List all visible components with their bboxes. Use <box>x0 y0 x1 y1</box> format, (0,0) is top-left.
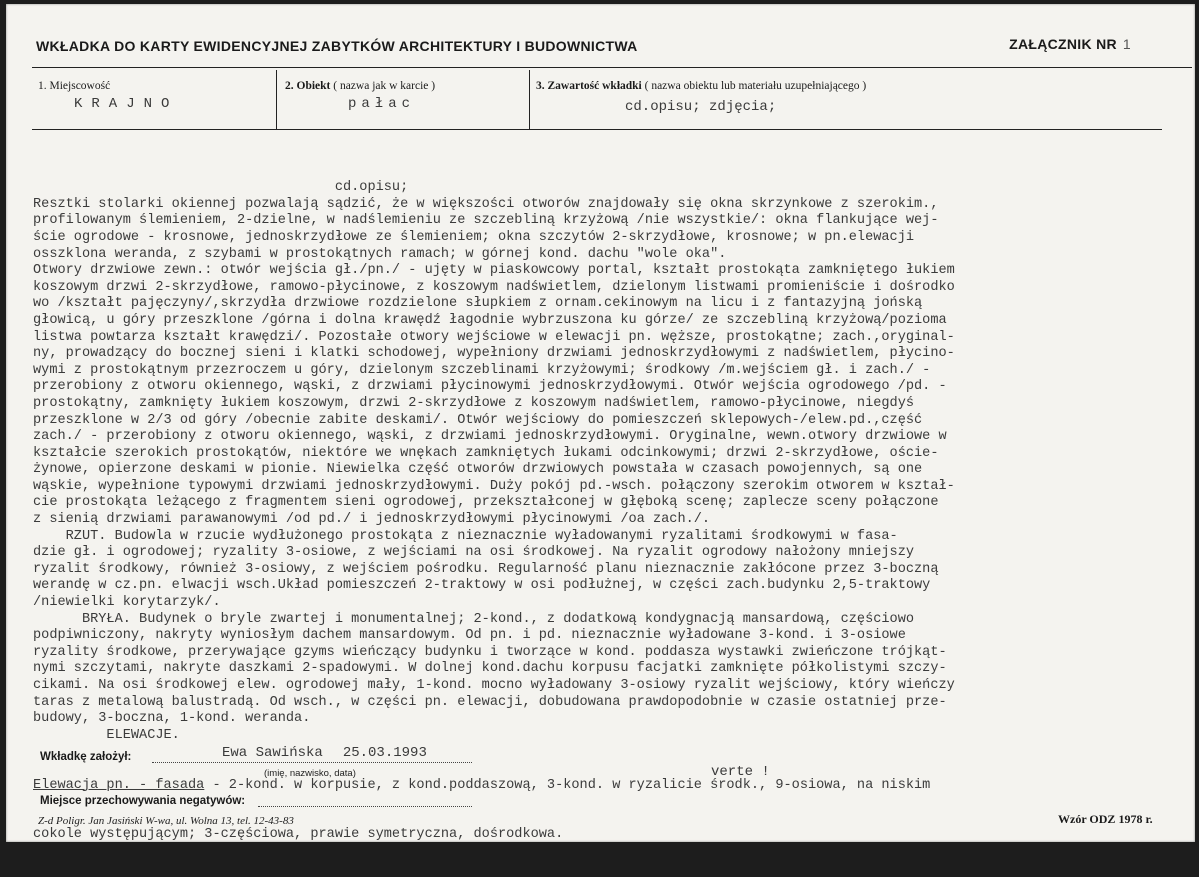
description-line: dzie gł. i ogrodowej; ryzality 3-osiowe, z wejściami na osi środkowej. Na ryzalit ogrodowy nałożony mniejszy <box>33 545 915 561</box>
description-line: Otwory drzwiowe zewn.: otwór wejścia gł./pn./ - ujęty w piaskowcowy portal, kształt prostokąta zamkniętego łukiem <box>33 263 955 279</box>
description-line: werandę w cz.pn. elwacji wsch.Układ pomieszczeń 2-traktowy w osi podłużnej, w części zach.budynku 2,5-traktowy <box>33 578 931 594</box>
object-label-text: 2. Obiekt <box>285 80 331 92</box>
description-line: cd.opisu; <box>33 180 409 196</box>
description-line: wąskie, wypełnione typowymi drzwiami jednoskrzydłowymi. Duży pokój pd.-wsch. połączony szerokim otworem w kształ- <box>33 478 955 494</box>
description-line: z sienią drzwiami parawanowymi /od pd./ i jednoskrzydłowymi płycinowymi /oa zach./. <box>33 512 711 528</box>
attachment-number <box>1009 36 1131 52</box>
verte-note: verte ! <box>711 764 770 780</box>
locality-label-text: 1. Miejscowość <box>38 80 111 92</box>
attachment-label: ZAŁĄCZNIK NR <box>1009 36 1117 52</box>
description-line: wymi z prostokątnym przezroczem u góry, dzielonym szczeblinami krzyżowymi; środkowy /m.wejściem gł. i zach./ - <box>33 362 931 378</box>
object-value: pałac <box>348 96 416 112</box>
description-line-elevation <box>33 778 1198 795</box>
description-line: Resztki stolarki okiennej pozwalają sądzić, że w większości otworów znajdowały się okna skrzynkowe z szerokim., <box>33 196 939 212</box>
negatives-label: Miejsce przechowywania negatywów: <box>40 795 246 807</box>
locality-label <box>38 80 110 92</box>
elevation-heading: Elewacja pn. - fasada <box>33 777 205 793</box>
description-line: cie prostokąta leżącego z fragmentem sieni ogrodowej, przekształconej w głęboką scenę; zaplecze sceny połączone <box>33 495 939 511</box>
attachment-value: 1 <box>1122 36 1131 52</box>
description-line: RZUT. Budowla w rzucie wydłużonego prostokąta z nieznacznie wyładowanymi ryzalitami środkowymi w fasa- <box>33 528 898 544</box>
locality-value: KRAJNO <box>74 96 179 112</box>
description-line: cikami. Na osi środkowej elew. ogrodowej mały, 1-kond. mocno wyładowany 3-osiowy ryzalit wejściowy, który wieńczy <box>33 678 955 693</box>
contents-label <box>536 80 866 92</box>
description-line: ELEWACJE. <box>33 727 180 743</box>
description-line: prostokątny, zamknięty łukiem koszowym, drzwi 2-skrzydłowe z koszowym nadświetlem, ramowo-płycinowe, niegdyś <box>33 395 915 411</box>
description-line: nymi szczytami, nakryte daszkami 2-spadowymi. W dolnej kond.dachu korpusu facjatki zamknięte półkolistymi szczy- <box>33 661 947 677</box>
description-line: listwa powtarza kształt krawędzi/. Pozostałe otwory wejściowe w elewacji pn. węższe, prostokątne; zach.,oryginal- <box>33 329 955 345</box>
description-line: przeszklone w 2/3 od góry /obecnie zabite deskami/. Otwór wejściowy do pomieszczeń sklepowych-/elew.pd.,część <box>33 412 923 428</box>
contents-value: cd.opisu; zdjęcia; <box>625 99 777 115</box>
typed-description <box>33 147 1198 877</box>
object-label <box>285 80 435 92</box>
description-line: wo /kształt pajęczyny/,skrzydła drzwiowe rozdzielone słupkiem z ornam.cekinowym na licu i z fantazyjną jońską <box>33 296 923 312</box>
description-line: koszowym drzwi 2-skrzydłowe, ramowo-płycinowe, z koszowym nadświetlem, dzielonym listwami promieniście i dośrodko <box>33 279 955 295</box>
founder-label: Wkładkę założył: <box>40 751 132 763</box>
description-line: budowy, 3-boczna, 1-kond. weranda. <box>33 711 311 727</box>
form-template-id: Wzór ODZ 1978 r. <box>1058 812 1153 826</box>
founder-name: Ewa Sawińska <box>222 745 323 761</box>
description-line: /niewielki korytarzyk/. <box>33 595 221 611</box>
description-line: głowicą, u góry przeszklone /górna i dolna krawędź łagodnie wybrzuszona ku górze/ ze szczebliną krzyżową/pozioma <box>33 312 947 328</box>
fields-rule <box>32 129 1162 130</box>
description-line-final: cokole występującym; 3-częściowa, prawie symetryczna, dośrodkowa. <box>33 827 564 843</box>
elevation-text: - 2-kond. w korpusie, z kond.poddaszową, 3-kond. w ryzalicie środk., 9-osiowa, na niskim <box>204 777 931 793</box>
founder-dotted-line <box>152 762 472 763</box>
description-line: ryzalit środkowy, również 3-osiowy, z wejściem pośrodku. Regularność planu nieznacznie zakłócone przez 3-boczną <box>33 561 939 577</box>
field-separator-2 <box>529 70 530 129</box>
description-line: podpiwniczony, nakryty wyniosłym dachem mansardowym. Od pn. i pd. nieznacznie wyładowane 3-kond. i 3-osiowe <box>33 628 906 644</box>
description-line: przerobiony z otworu okiennego, wąski, z drzwiami płycinowymi jednoskrzydłowymi. Otwór wejścia ogrodowego /pd. - <box>33 379 947 395</box>
header-rule <box>32 67 1192 68</box>
description-line: taras z metalową balustradą. Od wsch., w części pn. elewacji, dobudowana prawdopodobnie w czasie ostatniej prze- <box>33 694 947 710</box>
printer-imprint: Z-d Poligr. Jan Jasiński W-wa, ul. Wolna 13, tel. 12-43-83 <box>38 815 294 827</box>
description-line: osszklona weranda, z szybami w prostokątnych ramach; w górnej kond. dachu "wole oka". <box>33 246 727 262</box>
description-line: ny, prowadzący do bocznej sieni i klatki schodowej, wypełniony drzwiami jednoskrzydłowymi z nadświetlem, płycino- <box>33 346 955 362</box>
description-line: profilowanym ślemieniem, 2-dzielne, w nadślemieniu ze szczebliną krzyżową /nie wszystkie/: okna flankujące wej- <box>33 213 939 229</box>
form-title: WKŁADKA DO KARTY EWIDENCYJNEJ ZABYTKÓW ARCHITEKTURY I BUDOWNICTWA <box>36 38 638 54</box>
contents-label-hint: ( nazwa obiektu lub materiału uzupełniającego ) <box>644 80 867 92</box>
description-line: ryzality środkowe, przerywające gzyms wieńczący budynku i tworzące w kond. poddasza wystawki zwieńczone trójkąt- <box>33 644 947 660</box>
record-card-insert <box>6 4 1195 842</box>
description-line: żynowe, opierzone deskami w pionie. Niewielka część otworów drzwiowych powstała w czasach powojennych, są one <box>33 462 923 478</box>
founder-date: 25.03.1993 <box>342 745 427 761</box>
description-line: zach./ - przerobiony z otworu okiennego, wąski, z drzwiami jednoskrzydłowymi. Oryginalne, wewn.otwory drzwiowe w <box>33 429 947 445</box>
description-line: BRYŁA. Budynek o bryle zwartej i monumentalnej; 2-kond., z dodatkową kondygnacją mansardową, częściowo <box>33 611 915 627</box>
contents-label-text: 3. Zawartość wkładki <box>536 80 642 92</box>
description-lines <box>33 180 1198 744</box>
description-line: ście ogrodowe - krosnowe, jednoskrzydłowe ze ślemieniem; okna szczytów 2-skrzydłowe, krosnowe; w pn.elewacji <box>33 229 915 245</box>
field-separator-1 <box>276 70 277 129</box>
object-label-hint: ( nazwa jak w karcie ) <box>333 80 436 92</box>
negatives-dotted-line <box>258 806 472 807</box>
founder-entry <box>222 745 427 761</box>
description-line: kształcie szerokich prostokątów, niektóre we wnękach zamkniętych łukami odcinkowymi; drzwi 2-skrzydłowe, oście- <box>33 445 939 461</box>
founder-caption: (imię, nazwisko, data) <box>264 768 356 779</box>
